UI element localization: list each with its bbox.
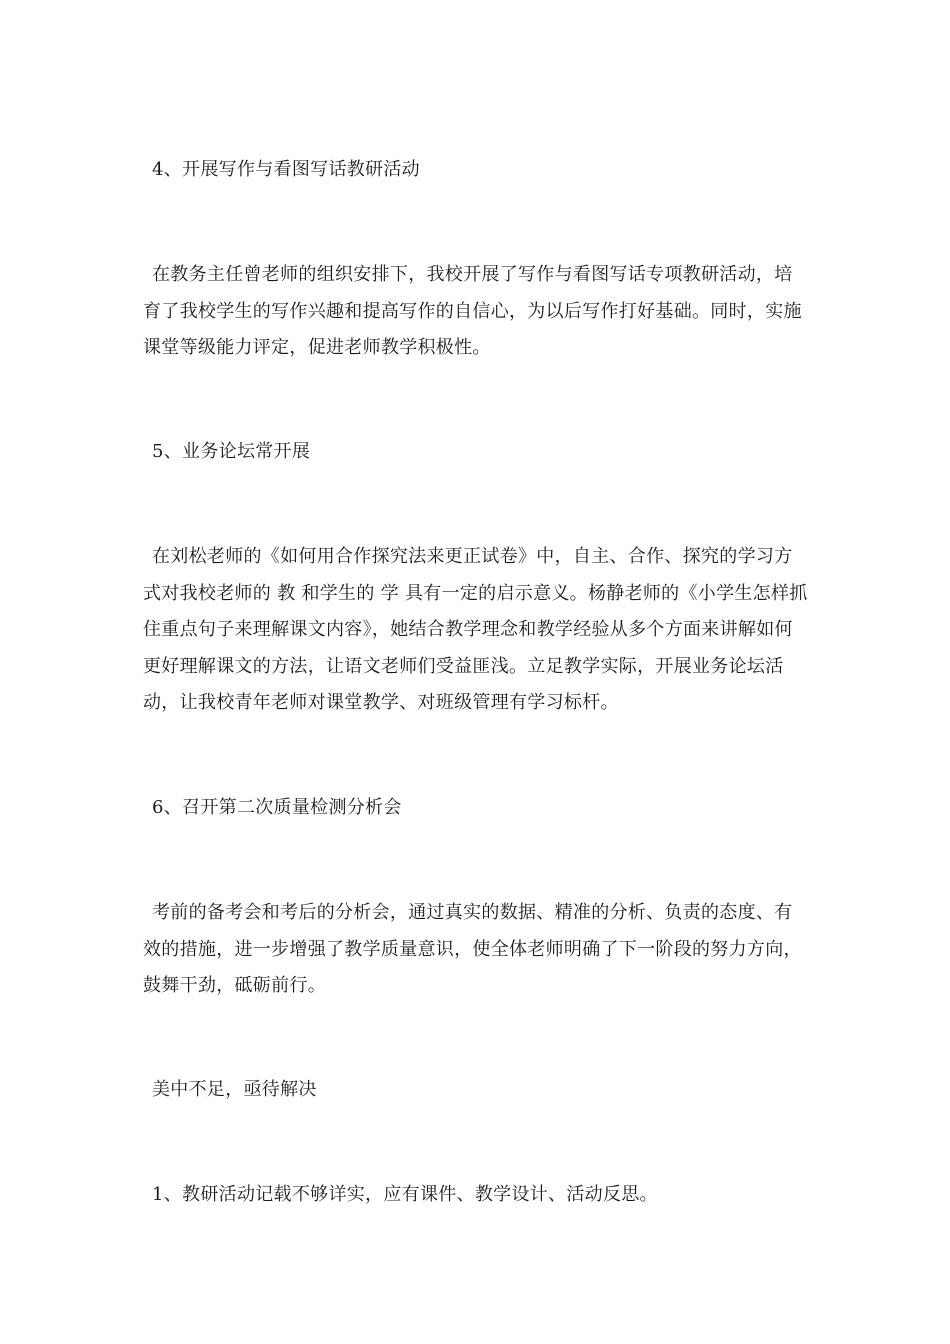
section-4-heading: 4、开展写作与看图写话教研活动 [152,159,420,180]
section-4-paragraph: 在教务主任曾老师的组织安排下，我校开展了写作与看图写话专项教研活动，培育了我校学生的写作兴趣和提高写作的自信心，为以后写作打好基础。同时，实施课堂等级能力评定，促进老师教学积极性。 [143,264,802,358]
shortcomings-heading: 美中不足，亟待解决 [152,1079,317,1100]
section-5-paragraph: 在刘松老师的《如何用合作探究法来更正试卷》中，自主、合作、探究的学习方式对我校老师的 教 和学生的 学 具有一定的启示意义。杨静老师的《小学生怎样抓住重点句子来理解课文内容》，她结合教学理念和教学经验从多个方面来讲解如何更好理解课文的方法，让语文老师们受益匪浅。立足教学实际，开展业务论坛活动，让我校青年老师对课堂教学、对班级管理有学习标杆。 [143,546,808,713]
section-5-heading: 5、业务论坛常开展 [152,441,311,462]
section-6-paragraph: 考前的备考会和考后的分析会，通过真实的数据、精准的分析、负责的态度、有效的措施，进一步增强了教学质量意识，使全体老师明确了下一阶段的努力方向，鼓舞干劲，砥砺前行。 [143,902,802,996]
shortcomings-item-1: 1、教研活动记载不够详实，应有课件、教学设计、活动反思。 [152,1184,658,1205]
section-6-heading: 6、召开第二次质量检测分析会 [152,797,402,818]
